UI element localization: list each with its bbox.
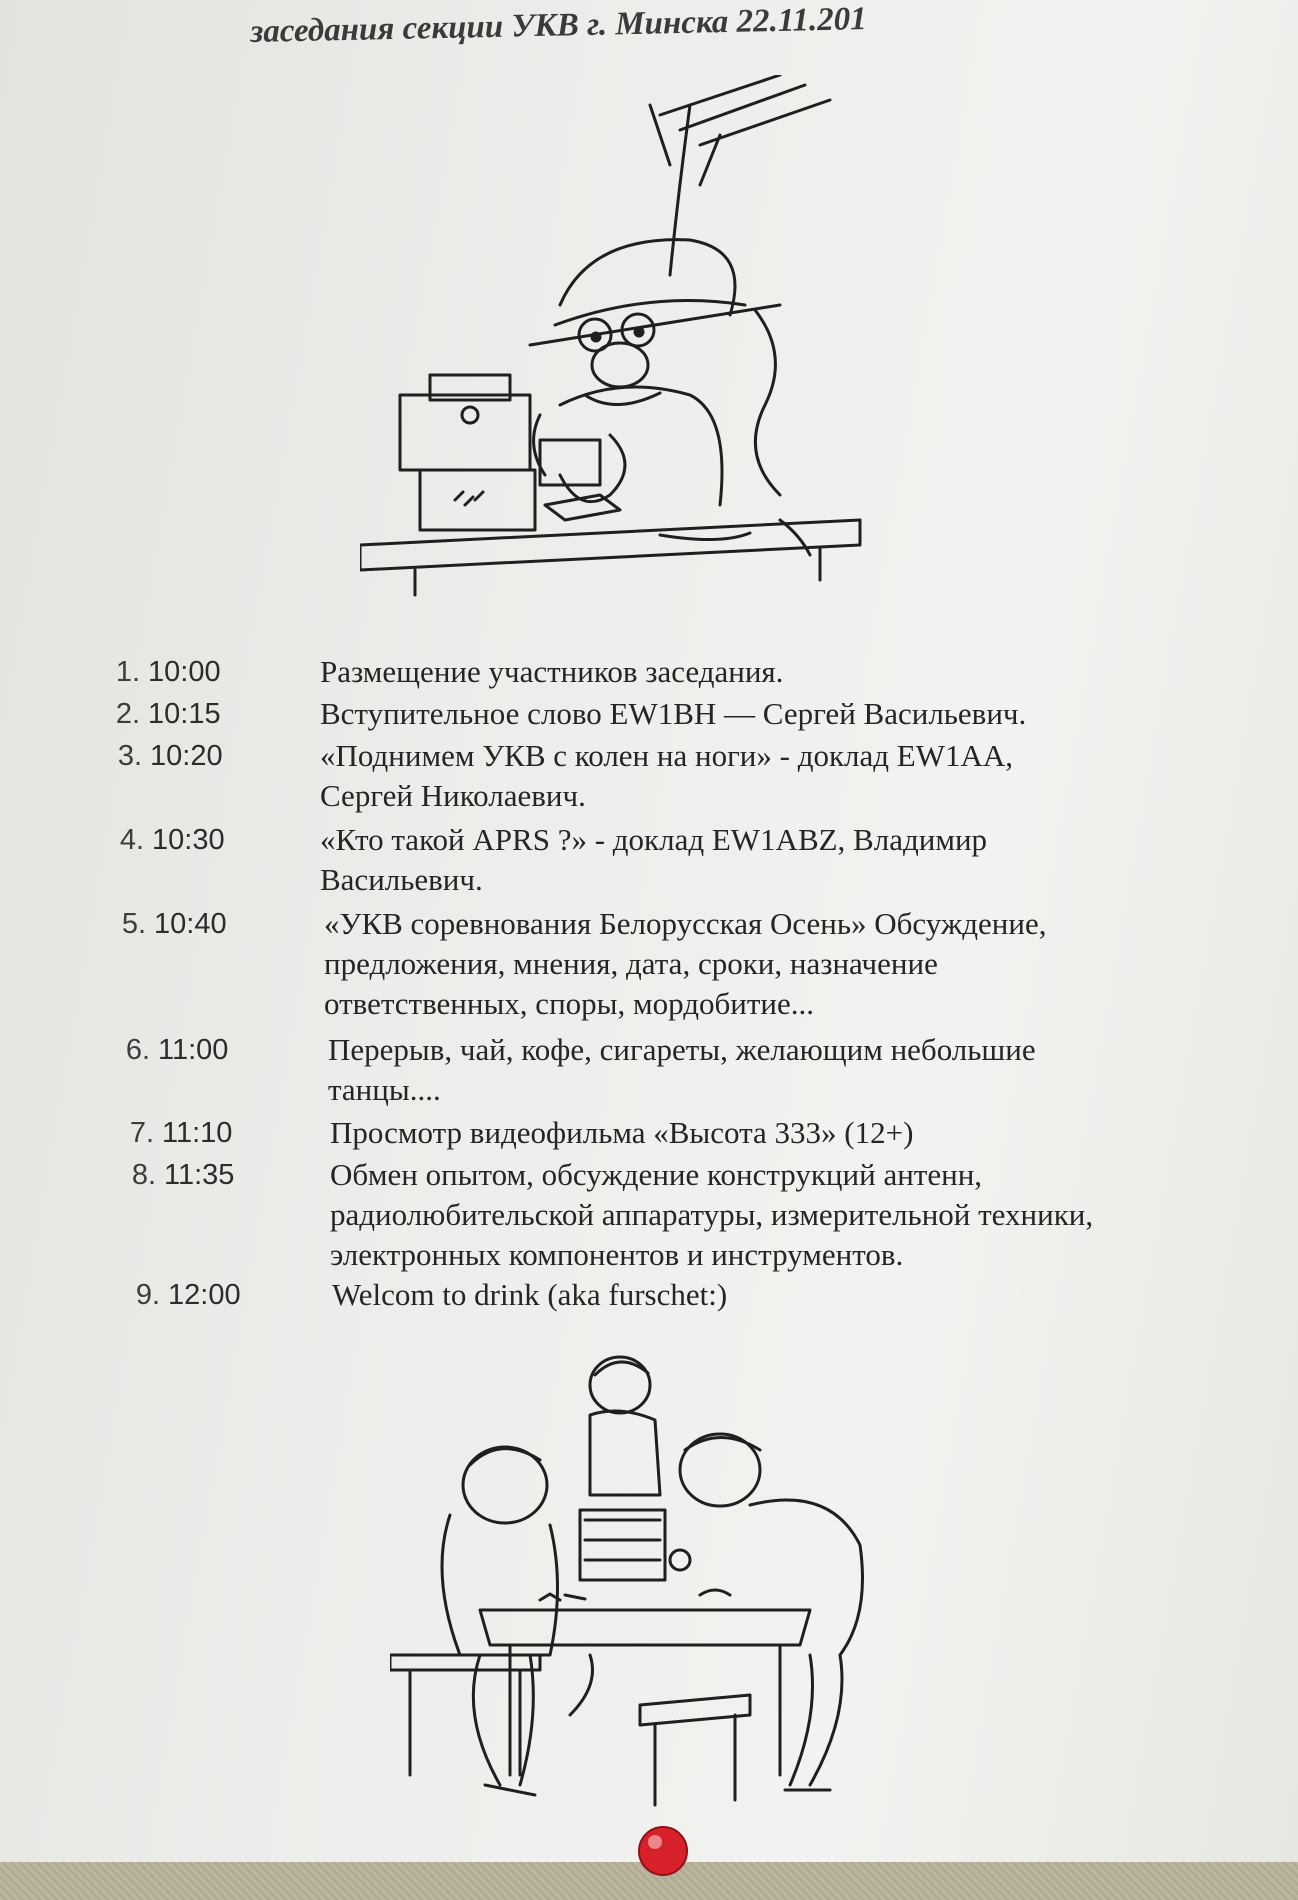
item-text [320,694,1270,734]
item-text-line: Сергей Николаевич. [320,778,586,813]
item-time: 10:15 [148,698,221,730]
item-text-line: Обмен опытом, обсуждение конструкций антенн, [330,1157,983,1192]
item-text-line: Просмотр видеофильма «Высота 333» (12+) [330,1115,914,1150]
item-number: 9. [135,1279,160,1311]
item-number: 8. [131,1159,156,1191]
item-time: 12:00 [168,1279,241,1311]
item-text-line: ответственных, споры, мордобитие... [324,986,814,1021]
item-text-line: Перерыв, чай, кофе, сигареты, желающим небольшие [328,1032,1036,1067]
item-text [330,1155,1280,1275]
item-text-line: «Поднимем УКВ с колен на ноги» - доклад EW1AA, [320,738,1014,773]
item-text-line: «УКВ соревнования Белорусская Осень» Обсуждение, [324,906,1047,941]
item-text-line: электронных компонентов и инструментов. [330,1237,904,1272]
item-time: 10:40 [154,908,227,940]
item-text [332,1275,1282,1315]
push-pin-icon [635,1825,691,1881]
item-text [330,1113,1280,1153]
item-number: 1. [115,656,140,688]
item-text-line: танцы.... [328,1072,441,1107]
page-title: заседания секции УКВ г. Минска 22.11.201 [250,1,868,50]
item-time: 10:20 [150,740,223,772]
item-time: 10:30 [152,824,225,856]
item-text-line: Размещение участников заседания. [320,654,784,689]
item-text-line: Васильевич. [320,862,483,897]
item-number: 7. [129,1117,154,1149]
item-time: 11:10 [162,1117,233,1149]
radio-operator-illustration [360,75,930,615]
item-number: 3. [117,740,142,772]
item-number: 4. [119,824,144,856]
item-text-line: предложения, мнения, дата, сроки, назначение [324,946,938,981]
item-number: 5. [121,908,146,940]
item-time: 11:35 [164,1159,235,1191]
item-number: 6. [125,1034,150,1066]
item-time: 10:00 [148,656,221,688]
kids-building-radio-illustration [390,1355,920,1815]
item-text-line: радиолюбительской аппаратуры, измерительной техники, [330,1197,1094,1232]
item-text [320,652,1270,692]
item-text [328,1030,1278,1110]
item-time: 11:00 [158,1034,229,1066]
item-text-line: Вступительное слово EW1BH — Сергей Васильевич. [320,696,1027,731]
item-text-line: Welcom to drink (aka furschet:) [332,1277,728,1312]
item-text-line: «Кто такой APRS ?» - доклад EW1ABZ, Владимир [320,822,988,857]
item-text [320,736,1270,816]
item-text [324,904,1274,1024]
item-number: 2. [115,698,140,730]
item-text [320,820,1270,900]
